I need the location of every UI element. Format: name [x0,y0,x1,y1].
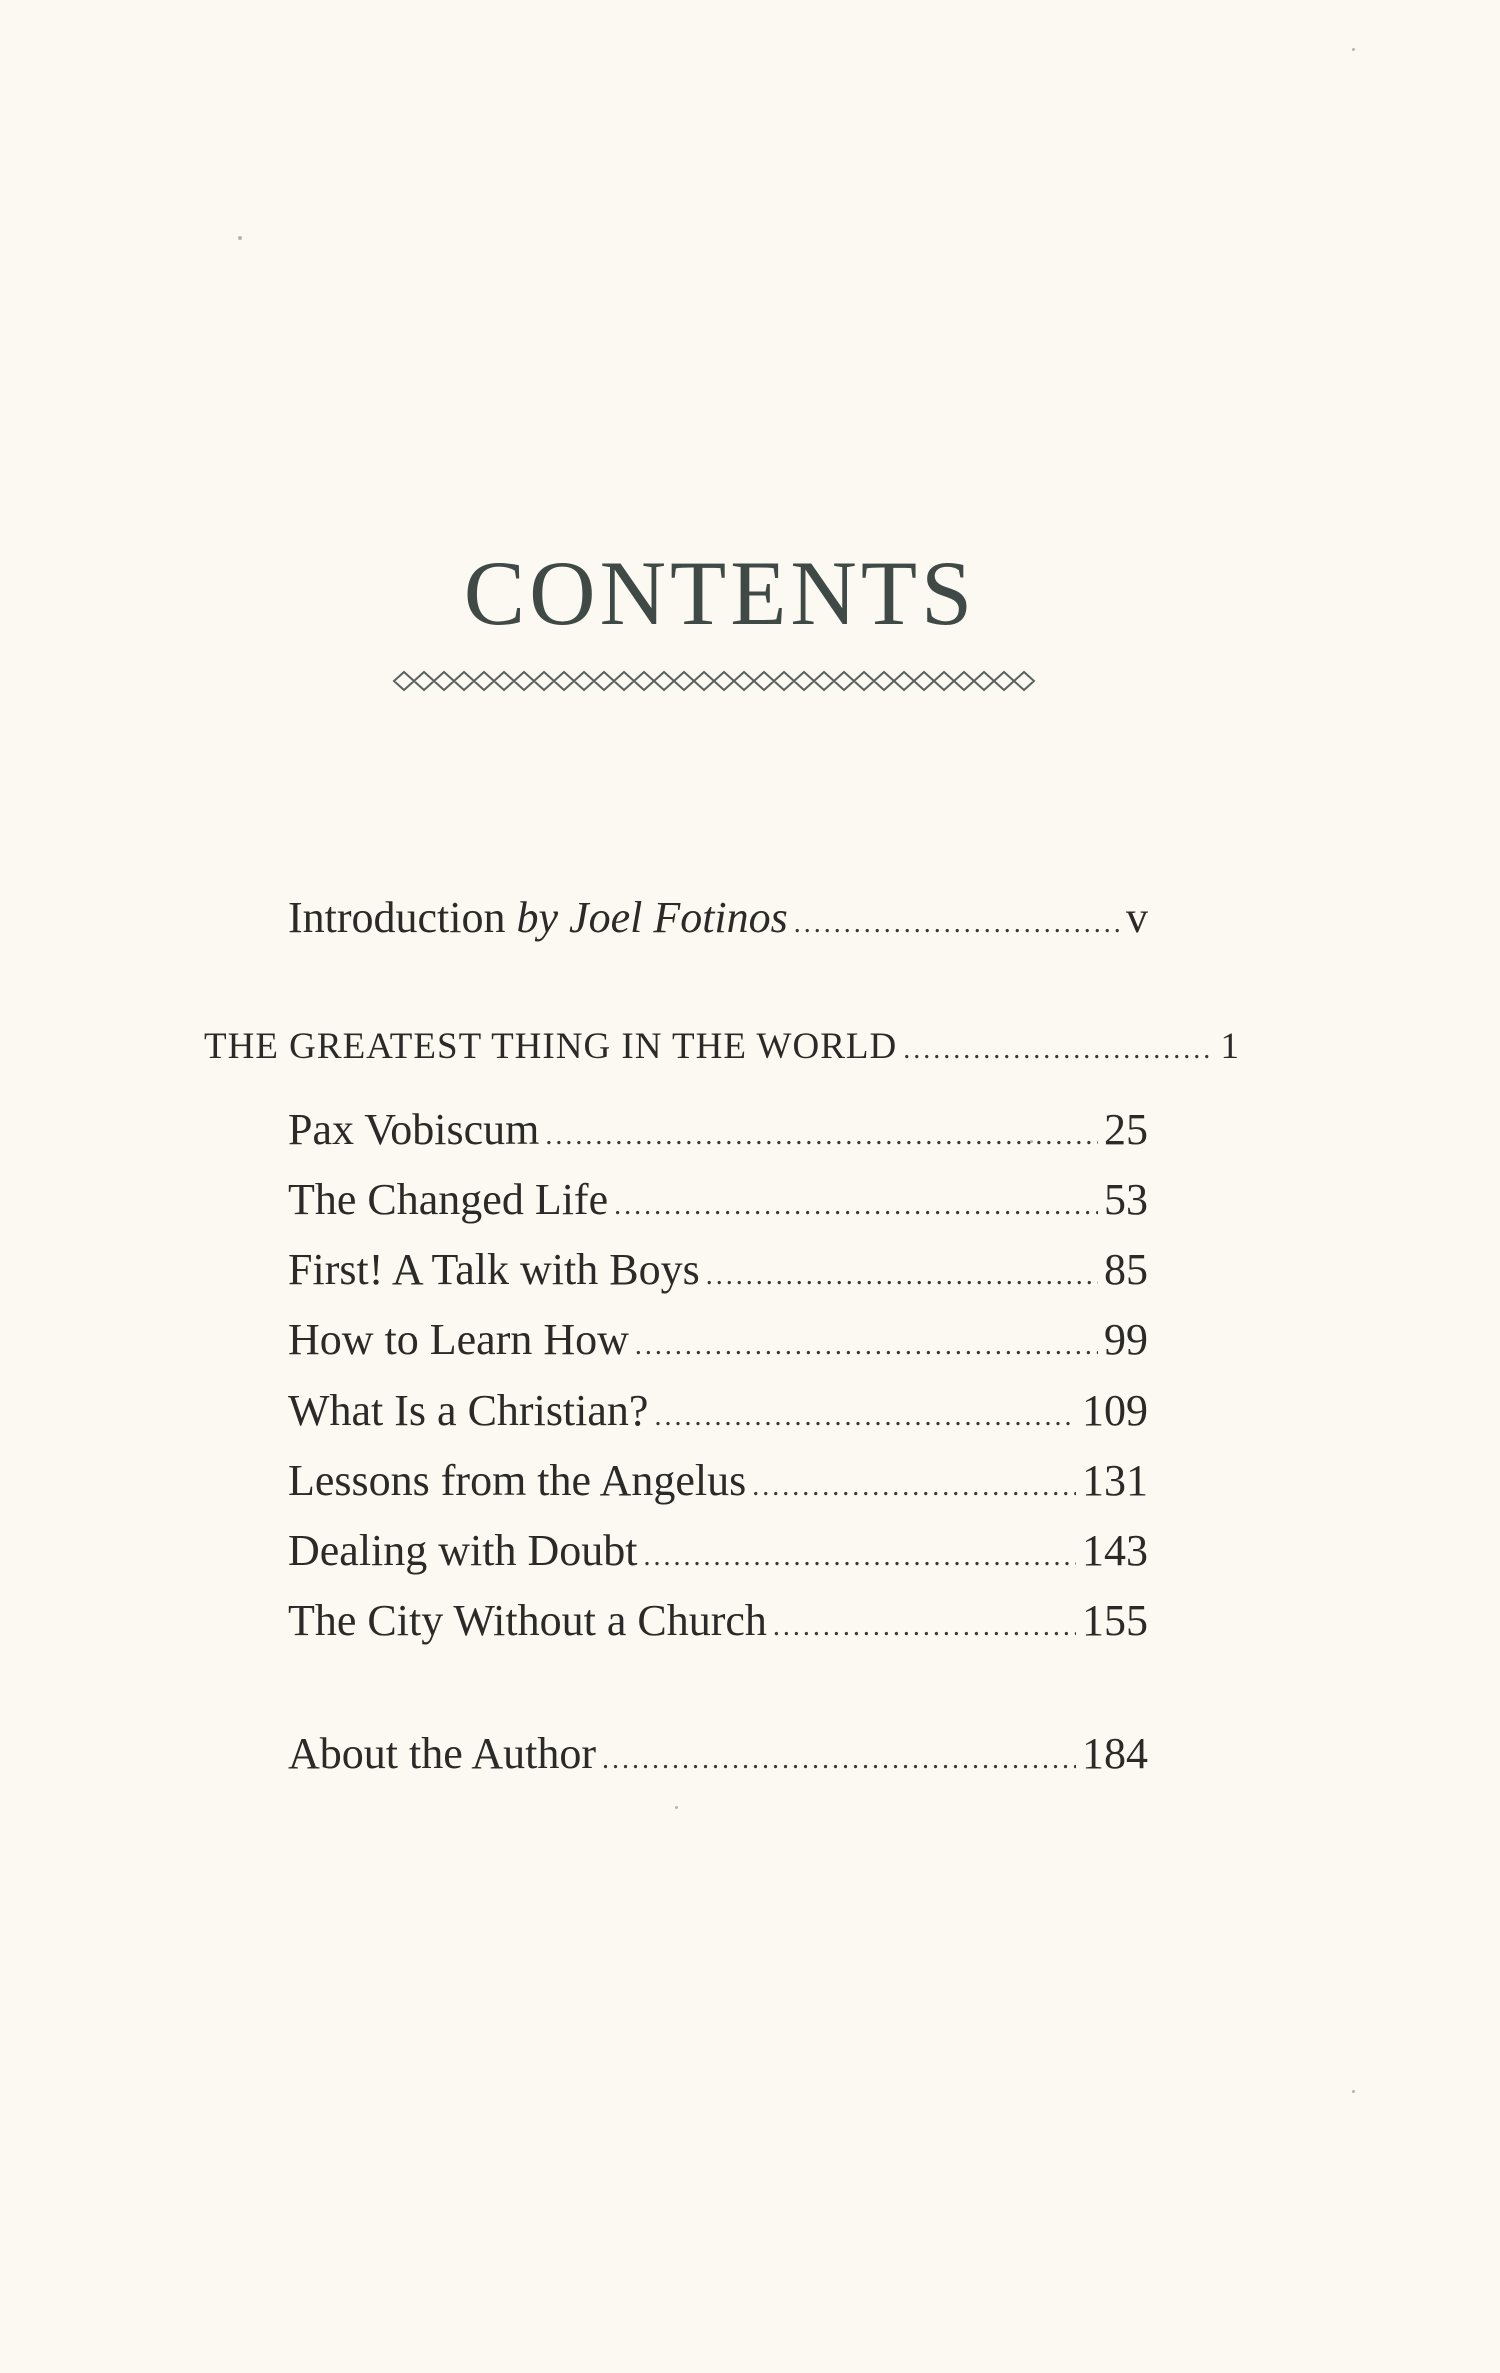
toc-entry-chapter[interactable] [288,1175,1148,1224]
dot-leader [903,1036,1214,1064]
entry-label: About the Author [288,1729,596,1778]
entry-label: The City Without a Church [288,1596,767,1645]
toc-entry-chapter[interactable] [288,1245,1148,1294]
toc-entry-chapter[interactable] [288,1105,1148,1154]
entry-page-number: 184 [1082,1729,1148,1778]
toc-entry-chapter[interactable] [288,1386,1148,1435]
paper-speck [238,236,242,240]
entry-label: First! A Talk with Boys [288,1245,700,1294]
dot-leader [794,910,1120,938]
entry-label: Pax Vobiscum [288,1105,540,1154]
entry-label: Introduction by Joel Fotinos [288,893,788,942]
toc-entry-chapter[interactable] [288,1596,1148,1645]
entry-page-number: 99 [1104,1315,1148,1364]
entry-page-number: 85 [1104,1245,1148,1294]
entry-label: Lessons from the Angelus [288,1456,747,1505]
paper-speck [1352,2090,1355,2093]
toc-entry-section[interactable] [204,1028,1240,1065]
dot-leader [602,1746,1076,1774]
entry-page-number: 143 [1082,1526,1148,1575]
dot-leader [635,1332,1098,1360]
entry-label: The Changed Life [288,1175,609,1224]
dot-leader [614,1192,1098,1220]
toc-entry-chapter[interactable] [288,1526,1148,1575]
entry-page-number: 53 [1104,1175,1148,1224]
entry-label: Dealing with Doubt [288,1526,638,1575]
dot-leader [773,1613,1076,1641]
page-title: CONTENTS [463,542,977,644]
entry-label: How to Learn How [288,1315,629,1364]
toc-entry-chapter[interactable] [288,1456,1148,1505]
paper-speck [1352,48,1355,51]
toc-entry-chapter[interactable] [288,1315,1148,1364]
section-page-number: 1 [1220,1026,1240,1067]
entry-page-number: 131 [1082,1456,1148,1505]
toc-entry-introduction[interactable] [288,893,1148,942]
paper-speck [1030,1140,1033,1143]
entry-label: What Is a Christian? [288,1386,649,1435]
dot-leader [654,1403,1076,1431]
section-label: THE GREATEST THING IN THE WORLD [204,1026,898,1067]
entry-page-number: 109 [1082,1386,1148,1435]
dot-leader [545,1122,1098,1150]
dot-leader [644,1543,1076,1571]
toc-entry-about-author[interactable] [288,1729,1148,1778]
entry-byline: by Joel Fotinos [516,893,788,942]
entry-page-number: 155 [1082,1596,1148,1645]
entry-page-number: 25 [1104,1105,1148,1154]
dot-leader [752,1473,1076,1501]
paper-speck [675,1806,678,1809]
entry-page-number: v [1126,893,1148,942]
dot-leader [706,1262,1098,1290]
